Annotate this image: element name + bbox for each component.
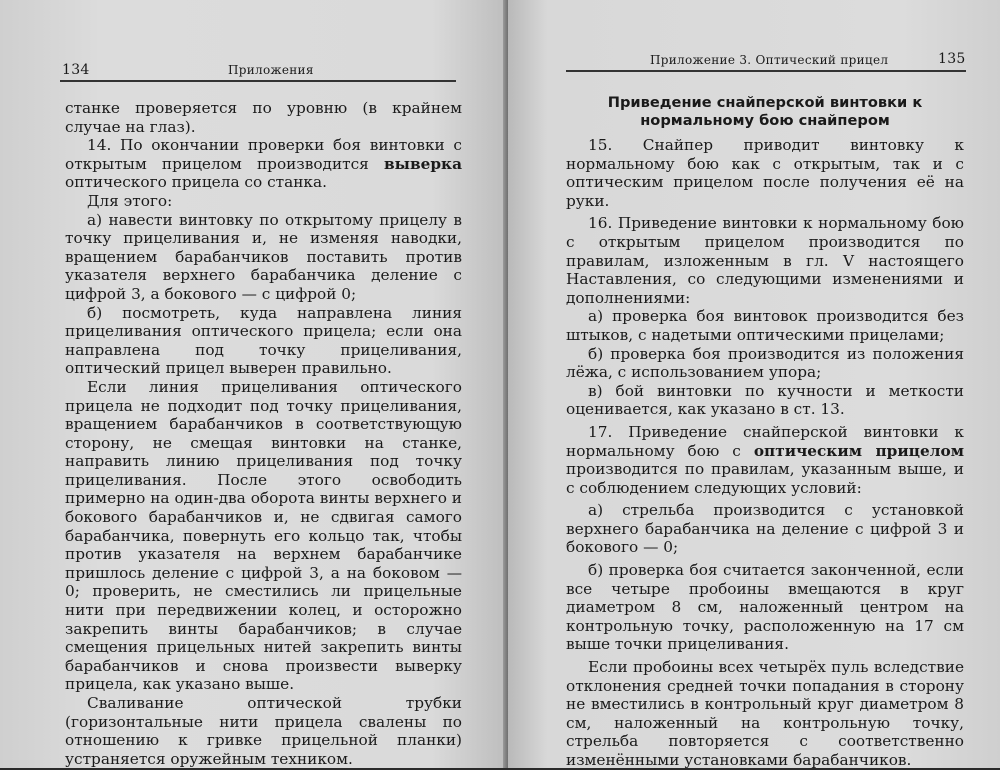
emphasized-term: выверка — [384, 154, 462, 173]
header-rule-right — [566, 70, 966, 72]
paragraph: 16. Приведение винтовки к нормальному бою с открытым прицелом производится по правилам, изложенным в гл. V настоящего Наставления, со следующими изменениями и дополнениями: — [566, 214, 964, 307]
emphasized-term: оптическим прицелом — [753, 441, 964, 460]
paragraph: Если линия прицеливания оптического прицела не подходит под точку прицеливания, вращением барабанчиков в соответствующую сторону, не смещая винтовки на станке, направить линию прицеливания под точку прицеливания. После этого освободить примерно на один-два оборота винты верхнего и бокового барабанчиков и, не сдвигая самого барабанчика, повернуть его кольцо так, чтобы против указателя на верхнем барабанчике пришлось деление с цифрой 3, а на боковом — 0; проверить, не сместились ли прицельные нити при передвижении колец, и осторожно закрепить винты барабанчиков; в случае смещения прицельных нитей закрепить винты барабанчиков и снова произвести выверку прицела, как указано выше. — [65, 377, 462, 694]
list-item: а) проверка боя винтовок производится без штыков, с надетыми оптическими прицелами; — [566, 307, 964, 344]
section-heading: Приведение снайперской винтовки к нормальному бою снайпером — [607, 94, 923, 129]
paragraph — [65, 136, 462, 192]
list-item: б) проверка боя производится из положения лёжа, с использованием упора; — [566, 344, 964, 382]
paragraph — [566, 423, 964, 497]
list-item: б) посмотреть, куда направлена линия прицеливания оптического прицела; если она направлена под точку прицеливания, оптический прицел выверен правильно. — [65, 303, 462, 378]
running-header-left: Приложения — [228, 63, 314, 77]
paragraph-text: оптического прицела со станка. — [65, 173, 327, 192]
header-rule-left — [60, 80, 456, 82]
list-item: а) стрельба производится с установкой верхнего барабанчика на деление с цифрой 3 и бокового — 0; — [566, 501, 964, 557]
paragraph-text: 17. Приведение снайперской винтовки к нормальному бою с — [566, 422, 964, 460]
right-page-body — [566, 94, 964, 770]
page-number-right: 135 — [938, 51, 966, 67]
right-page — [508, 0, 1000, 768]
paragraph-text: производится по правилам, указанным выше, и с соблюдением следующих условий: — [566, 460, 964, 497]
running-header-right: Приложение 3. Оптический прицел — [650, 53, 889, 67]
list-item: в) бой винтовки по кучности и меткости оценивается, как указано в ст. 13. — [566, 381, 964, 419]
paragraph: Если пробоины всех четырёх пуль вследствие отклонения средней точки попадания в сторону не вместились в контрольный круг диаметром 8 см, наложенный на контрольную точку, стрельба повторяется с соответственно изменёнными установками барабанчиков. — [566, 658, 964, 769]
list-item: а) навести винтовку по открытому прицелу в точку прицеливания и, не изменяя наводки, вращением барабанчиков поставить против указателя верхнего барабанчика деление с цифрой 3, а бокового — с цифрой 0; — [65, 210, 462, 303]
list-item: б) проверка боя считается законченной, если все четыре пробоины вмещаются в круг диаметром 8 см, наложенный центром на контрольную точку, расположенную на 17 см выше точки прицеливания. — [566, 561, 964, 654]
left-page-body — [65, 99, 462, 768]
paragraph-text: 14. По окончании проверки боя винтовки с открытым прицелом производится — [65, 136, 462, 173]
page-number-left: 134 — [62, 62, 90, 78]
paragraph: станке проверяется по уровню (в крайнем случае на глаз). — [65, 99, 462, 136]
paragraph: Для этого: — [87, 191, 173, 210]
paragraph: 15. Снайпер приводит винтовку к нормальному бою как с открытым, так и с оптическим прицелом после получения её на руки. — [566, 136, 964, 210]
paragraph: Сваливание оптической трубки (горизонтальные нити прицела свалены по отношению к гривке прицельной планки) устраняется оружейным техником. — [65, 694, 462, 768]
